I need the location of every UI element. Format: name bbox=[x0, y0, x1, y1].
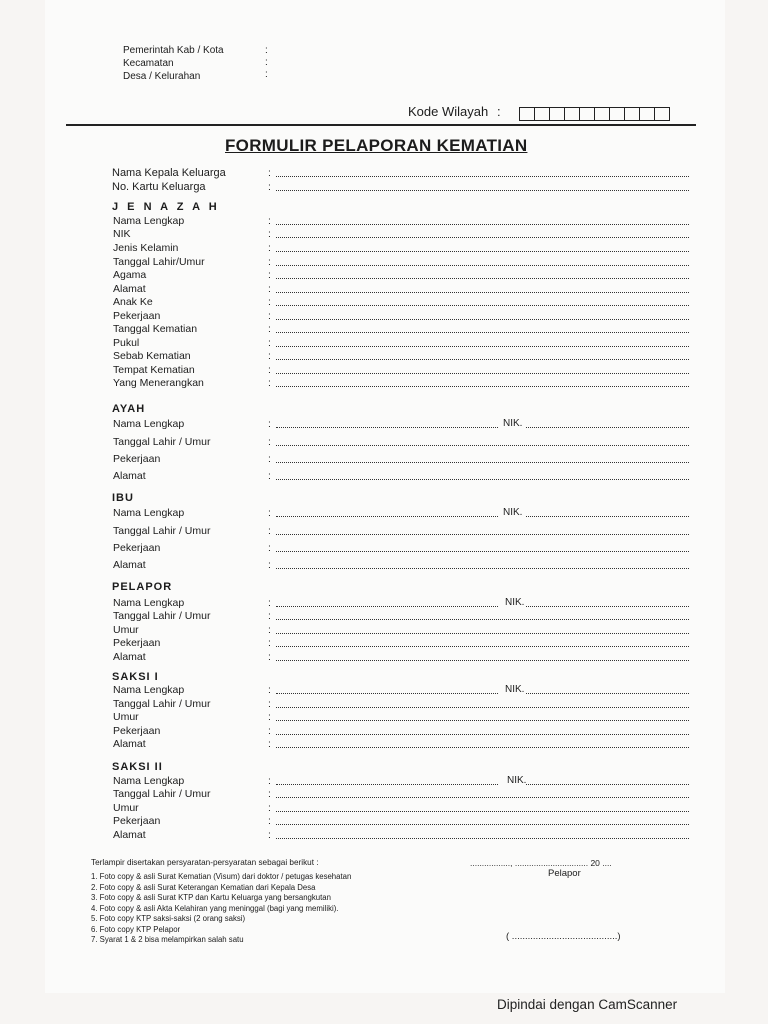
field-label-ayah-pekerjaan: Pekerjaan bbox=[113, 453, 161, 465]
header-kabupaten-colon: : bbox=[265, 45, 268, 56]
field-line-jenazah-yang-menerangkan[interactable] bbox=[276, 386, 689, 387]
colon: : bbox=[268, 256, 271, 268]
field-label-jenazah-nama-lengkap: Nama Lengkap bbox=[113, 215, 185, 227]
field-line-ibu-tanggal-lahir-umur[interactable] bbox=[276, 534, 689, 535]
kode-wilayah-label: Kode Wilayah bbox=[408, 104, 489, 119]
kode-wilayah-box[interactable] bbox=[519, 107, 535, 121]
requirement-item: 6. Foto copy KTP Pelapor bbox=[91, 924, 181, 934]
colon: : bbox=[268, 802, 271, 814]
section-title-jenazah: J E N A Z A H bbox=[112, 201, 220, 213]
field-line-jenazah-sebab-kematian[interactable] bbox=[276, 359, 689, 360]
field-label-ibu-nama-lengkap: Nama Lengkap bbox=[113, 507, 185, 519]
field-label-jenazah-tanggal-lahir-umur: Tanggal Lahir/Umur bbox=[113, 256, 205, 268]
field-label-pelapor-alamat: Alamat bbox=[113, 651, 146, 663]
field-line-ibu-nama-lengkap[interactable] bbox=[276, 516, 498, 517]
field-label-ibu-tanggal-lahir-umur: Tanggal Lahir / Umur bbox=[113, 525, 211, 537]
field-label-jenazah-tanggal-kematian: Tanggal Kematian bbox=[113, 323, 198, 335]
field-label-ayah-alamat: Alamat bbox=[113, 470, 146, 482]
field-label-jenazah-tempat-kematian: Tempat Kematian bbox=[113, 364, 195, 376]
field-label-ibu-alamat: Alamat bbox=[113, 559, 146, 571]
field-line-saksi1-nama-lengkap[interactable] bbox=[276, 693, 498, 694]
kode-wilayah-box[interactable] bbox=[639, 107, 655, 121]
field-label-saksi1-umur: Umur bbox=[113, 711, 139, 723]
field-label-jenazah-sebab-kematian: Sebab Kematian bbox=[113, 350, 191, 362]
kode-wilayah-box[interactable] bbox=[594, 107, 610, 121]
field-line-nama-kepala-keluarga[interactable] bbox=[276, 176, 689, 177]
colon: : bbox=[268, 651, 271, 663]
colon: : bbox=[268, 167, 271, 179]
section-title-saksi2: SAKSI II bbox=[112, 761, 163, 773]
nik-label-pelapor: NIK. bbox=[505, 597, 525, 608]
nik-label-ayah: NIK. bbox=[503, 418, 523, 429]
colon: : bbox=[268, 242, 271, 254]
nik-line-saksi2[interactable] bbox=[526, 784, 689, 785]
field-label-pelapor-pekerjaan: Pekerjaan bbox=[113, 637, 161, 649]
kode-wilayah-colon: : bbox=[497, 104, 501, 119]
field-line-jenazah-tanggal-kematian[interactable] bbox=[276, 332, 689, 333]
requirement-item: 5. Foto copy KTP saksi-saksi (2 orang saksi) bbox=[91, 914, 246, 923]
requirement-item: 3. Foto copy & asli Surat KTP dan Kartu Keluarga yang bersangkutan bbox=[91, 893, 331, 902]
field-line-saksi1-tanggal-lahir-umur[interactable] bbox=[276, 707, 689, 708]
colon: : bbox=[268, 453, 271, 465]
field-line-jenazah-pukul[interactable] bbox=[276, 346, 689, 347]
field-line-saksi2-tanggal-lahir-umur[interactable] bbox=[276, 797, 689, 798]
signer-name-line[interactable]: ( ........................................) bbox=[506, 931, 621, 942]
field-line-jenazah-tanggal-lahir-umur[interactable] bbox=[276, 265, 689, 266]
field-label-saksi2-umur: Umur bbox=[113, 802, 139, 814]
field-line-pelapor-tanggal-lahir-umur[interactable] bbox=[276, 619, 689, 620]
field-label-saksi2-tanggal-lahir-umur: Tanggal Lahir / Umur bbox=[113, 788, 211, 800]
field-label-ibu-pekerjaan: Pekerjaan bbox=[113, 542, 161, 554]
kode-wilayah-box[interactable] bbox=[654, 107, 670, 121]
field-line-jenazah-nama-lengkap[interactable] bbox=[276, 224, 689, 225]
nik-label-saksi2: NIK. bbox=[507, 775, 527, 786]
colon: : bbox=[268, 559, 271, 571]
field-label-pelapor-umur: Umur bbox=[113, 624, 139, 636]
kode-wilayah-boxes[interactable] bbox=[520, 107, 670, 121]
nik-line-ibu[interactable] bbox=[526, 516, 689, 517]
field-label-jenazah-jenis-kelamin: Jenis Kelamin bbox=[113, 242, 179, 254]
colon: : bbox=[268, 418, 271, 430]
field-label-saksi2-alamat: Alamat bbox=[113, 829, 146, 841]
field-line-saksi2-pekerjaan[interactable] bbox=[276, 824, 689, 825]
field-label-saksi2-nama-lengkap: Nama Lengkap bbox=[113, 775, 185, 787]
field-line-pelapor-nama-lengkap[interactable] bbox=[276, 606, 498, 607]
colon: : bbox=[268, 597, 271, 609]
header-rule bbox=[66, 124, 696, 126]
field-line-saksi1-pekerjaan[interactable] bbox=[276, 734, 689, 735]
kode-wilayah-box[interactable] bbox=[534, 107, 550, 121]
field-label-jenazah-agama: Agama bbox=[113, 269, 147, 281]
field-label-jenazah-anak-ke: Anak Ke bbox=[113, 296, 153, 308]
field-line-saksi2-umur[interactable] bbox=[276, 811, 689, 812]
colon: : bbox=[268, 296, 271, 308]
colon: : bbox=[268, 684, 271, 696]
field-line-jenazah-tempat-kematian[interactable] bbox=[276, 373, 689, 374]
field-label-jenazah-pekerjaan: Pekerjaan bbox=[113, 310, 161, 322]
field-line-ayah-nama-lengkap[interactable] bbox=[276, 427, 498, 428]
field-line-saksi1-umur[interactable] bbox=[276, 720, 689, 721]
nik-line-saksi1[interactable] bbox=[526, 693, 689, 694]
colon: : bbox=[268, 364, 271, 376]
colon: : bbox=[268, 377, 271, 389]
colon: : bbox=[268, 698, 271, 710]
field-line-saksi2-alamat[interactable] bbox=[276, 838, 689, 839]
kode-wilayah-box[interactable] bbox=[624, 107, 640, 121]
section-title-ibu: IBU bbox=[112, 492, 134, 504]
field-label-no-kartu-keluarga: No. Kartu Keluarga bbox=[112, 181, 206, 193]
colon: : bbox=[268, 283, 271, 295]
field-label-saksi1-pekerjaan: Pekerjaan bbox=[113, 725, 161, 737]
colon: : bbox=[268, 350, 271, 362]
colon: : bbox=[268, 788, 271, 800]
kode-wilayah-box[interactable] bbox=[609, 107, 625, 121]
field-label-saksi1-nama-lengkap: Nama Lengkap bbox=[113, 684, 185, 696]
field-line-ibu-pekerjaan[interactable] bbox=[276, 551, 689, 552]
requirement-item: 7. Syarat 1 & 2 bisa melampirkan salah satu bbox=[91, 935, 244, 944]
nik-label-ibu: NIK. bbox=[503, 507, 523, 518]
colon: : bbox=[268, 624, 271, 636]
field-label-nama-kepala-keluarga: Nama Kepala Keluarga bbox=[112, 167, 226, 179]
section-title-pelapor: PELAPOR bbox=[112, 581, 173, 593]
field-label-saksi1-alamat: Alamat bbox=[113, 738, 146, 750]
header-kecamatan-colon: : bbox=[265, 57, 268, 68]
colon: : bbox=[268, 310, 271, 322]
field-label-ayah-tanggal-lahir-umur: Tanggal Lahir / Umur bbox=[113, 436, 211, 448]
header-kecamatan-label: Kecamatan bbox=[123, 58, 174, 69]
signer-label: Pelapor bbox=[548, 868, 581, 879]
field-line-jenazah-nik[interactable] bbox=[276, 237, 689, 238]
requirement-item: 4. Foto copy & asli Akta Kelahiran yang meninggal (bagi yang memiliki). bbox=[91, 903, 339, 913]
kode-wilayah-box[interactable] bbox=[564, 107, 580, 121]
field-line-no-kartu-keluarga[interactable] bbox=[276, 190, 689, 191]
place-date-line[interactable]: ................., ............................... 20 .... bbox=[470, 858, 612, 868]
field-line-pelapor-umur[interactable] bbox=[276, 633, 689, 634]
field-line-ayah-pekerjaan[interactable] bbox=[276, 462, 689, 463]
colon: : bbox=[268, 525, 271, 537]
field-line-pelapor-pekerjaan[interactable] bbox=[276, 646, 689, 647]
field-line-saksi2-nama-lengkap[interactable] bbox=[276, 784, 498, 785]
field-label-pelapor-nama-lengkap: Nama Lengkap bbox=[113, 597, 185, 609]
field-line-ayah-tanggal-lahir-umur[interactable] bbox=[276, 445, 689, 446]
colon: : bbox=[268, 775, 271, 787]
field-label-jenazah-nik: NIK bbox=[113, 228, 131, 240]
field-line-jenazah-agama[interactable] bbox=[276, 278, 689, 279]
header-desa-label: Desa / Kelurahan bbox=[123, 71, 201, 82]
field-line-jenazah-pekerjaan[interactable] bbox=[276, 319, 689, 320]
colon: : bbox=[268, 542, 271, 554]
section-title-ayah: AYAH bbox=[112, 403, 146, 415]
field-label-ayah-nama-lengkap: Nama Lengkap bbox=[113, 418, 185, 430]
colon: : bbox=[268, 815, 271, 827]
colon: : bbox=[268, 470, 271, 482]
field-label-jenazah-alamat: Alamat bbox=[113, 283, 146, 295]
field-line-pelapor-alamat[interactable] bbox=[276, 660, 689, 661]
colon: : bbox=[268, 436, 271, 448]
field-line-jenazah-anak-ke[interactable] bbox=[276, 305, 689, 306]
section-title-saksi1: SAKSI I bbox=[112, 671, 159, 683]
colon: : bbox=[268, 228, 271, 240]
nik-line-ayah[interactable] bbox=[526, 427, 689, 428]
field-line-ayah-alamat[interactable] bbox=[276, 479, 689, 480]
colon: : bbox=[268, 711, 271, 723]
kode-wilayah-box[interactable] bbox=[579, 107, 595, 121]
field-label-jenazah-pukul: Pukul bbox=[113, 337, 140, 349]
field-label-saksi2-pekerjaan: Pekerjaan bbox=[113, 815, 161, 827]
colon: : bbox=[268, 215, 271, 227]
camscanner-watermark: Dipindai dengan CamScanner bbox=[497, 997, 678, 1012]
kode-wilayah-box[interactable] bbox=[549, 107, 565, 121]
colon: : bbox=[268, 725, 271, 737]
colon: : bbox=[268, 738, 271, 750]
field-label-jenazah-yang-menerangkan: Yang Menerangkan bbox=[113, 377, 204, 389]
header-kabupaten-label: Pemerintah Kab / Kota bbox=[123, 45, 224, 56]
colon: : bbox=[268, 337, 271, 349]
field-line-ibu-alamat[interactable] bbox=[276, 568, 689, 569]
colon: : bbox=[268, 610, 271, 622]
colon: : bbox=[268, 181, 271, 193]
nik-line-pelapor[interactable] bbox=[526, 606, 689, 607]
colon: : bbox=[268, 323, 271, 335]
colon: : bbox=[268, 269, 271, 281]
requirements-intro: Terlampir disertakan persyaratan-persyaratan sebagai berikut : bbox=[91, 858, 319, 867]
nik-label-saksi1: NIK. bbox=[505, 684, 525, 695]
field-label-pelapor-tanggal-lahir-umur: Tanggal Lahir / Umur bbox=[113, 610, 211, 622]
field-line-jenazah-jenis-kelamin[interactable] bbox=[276, 251, 689, 252]
requirement-item: 2. Foto copy & asli Surat Keterangan Kematian dari Kepala Desa bbox=[91, 882, 316, 892]
form-title: FORMULIR PELAPORAN KEMATIAN bbox=[225, 136, 528, 155]
field-line-jenazah-alamat[interactable] bbox=[276, 292, 689, 293]
colon: : bbox=[268, 637, 271, 649]
header-desa-colon: : bbox=[265, 69, 268, 80]
colon: : bbox=[268, 507, 271, 519]
colon: : bbox=[268, 829, 271, 841]
field-line-saksi1-alamat[interactable] bbox=[276, 747, 689, 748]
requirement-item: 1. Foto copy & asli Surat Kematian (Visum) dari doktor / petugas kesehatan bbox=[91, 872, 352, 881]
field-label-saksi1-tanggal-lahir-umur: Tanggal Lahir / Umur bbox=[113, 698, 211, 710]
